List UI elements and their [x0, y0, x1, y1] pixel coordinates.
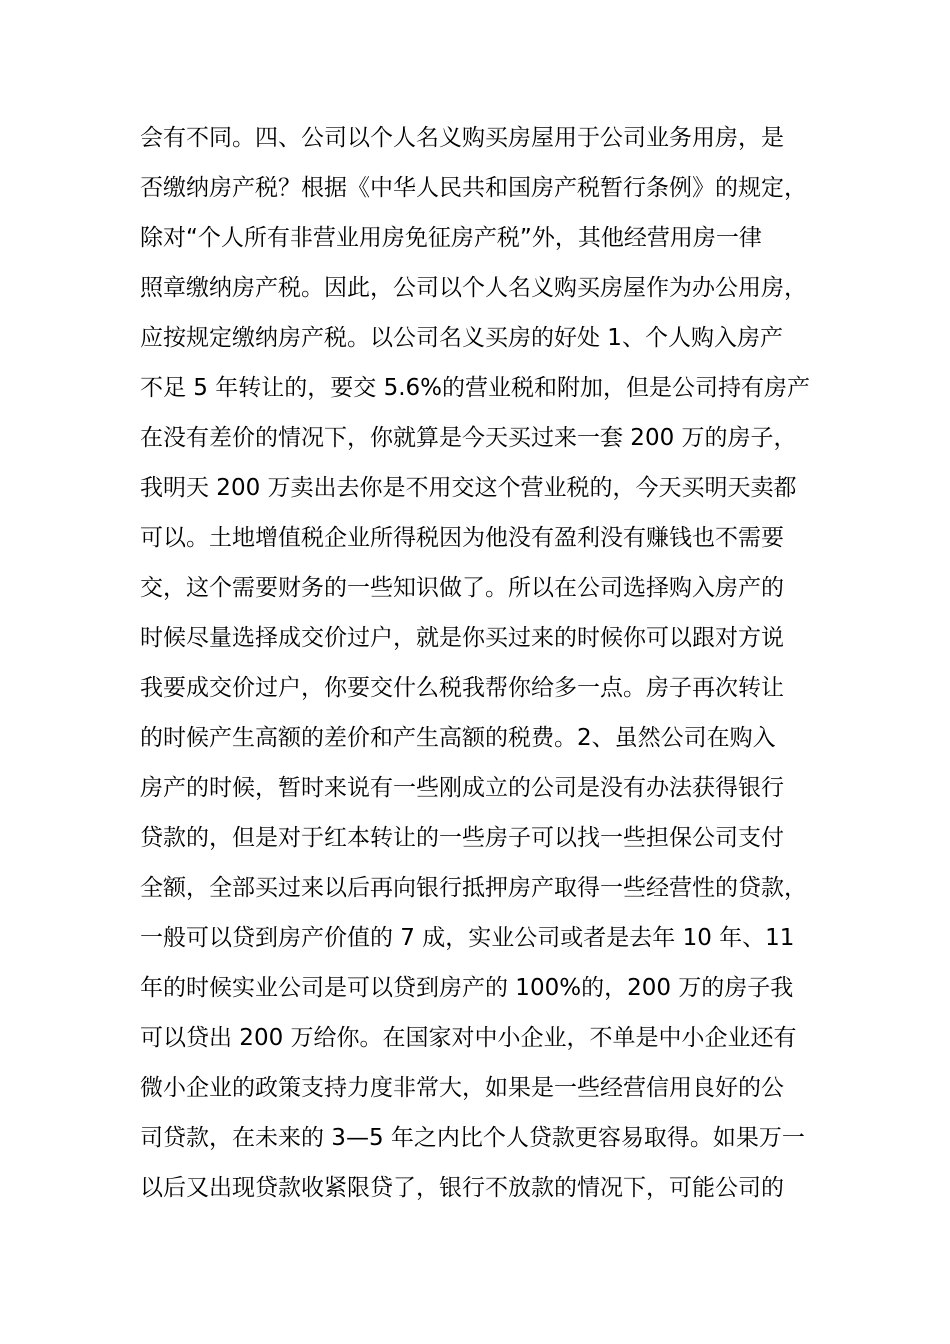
text-line-11: 时候尽量选择成交价过户，就是你买过来的时候你可以跟对方说: [140, 625, 784, 651]
text-line-5: 应按规定缴纳房产税。以公司名义买房的好处 1、个人购入房产: [140, 325, 783, 351]
text-line-3: 除对“个人所有非营业用房免征房产税”外，其他经营用房一律: [140, 225, 762, 251]
text-line-17: 一般可以贷到房产价值的 7 成，实业公司或者是去年 10 年、11: [140, 925, 795, 951]
text-line-2: 否缴纳房产税？根据《中华人民共和国房产税暂行条例》的规定，: [140, 175, 807, 201]
text-line-22: 以后又出现贷款收紧限贷了，银行不放款的情况下，可能公司的: [140, 1175, 784, 1201]
text-line-15: 贷款的，但是对于红本转让的一些房子可以找一些担保公司支付: [140, 825, 784, 851]
text-line-21: 司贷款，在未来的 3—5 年之内比个人贷款更容易取得。如果万一: [140, 1125, 805, 1151]
text-line-19: 可以贷出 200 万给你。在国家对中小企业，不单是中小企业还有: [140, 1025, 797, 1051]
text-line-14: 房产的时候，暂时来说有一些刚成立的公司是没有办法获得银行: [140, 775, 784, 801]
text-line-10: 交，这个需要财务的一些知识做了。所以在公司选择购入房产的: [140, 575, 784, 601]
text-line-7: 在没有差价的情况下，你就算是今天买过来一套 200 万的房子，: [140, 425, 797, 451]
text-line-12: 我要成交价过户，你要交什么税我帮你给多一点。房子再次转让: [140, 675, 784, 701]
text-line-18: 年的时候实业公司是可以贷到房产的 100%的，200 万的房子我: [140, 975, 794, 1001]
text-line-8: 我明天 200 万卖出去你是不用交这个营业税的，今天买明天卖都: [140, 475, 797, 501]
body-text: [140, 113, 820, 1213]
text-line-6: 不足 5 年转让的，要交 5.6%的营业税和附加，但是公司持有房产: [140, 375, 810, 401]
text-line-13: 的时候产生高额的差价和产生高额的税费。2、虽然公司在购入: [140, 725, 776, 751]
text-line-9: 可以。土地增值税企业所得税因为他没有盈利没有赚钱也不需要: [140, 525, 784, 551]
text-line-16: 全额，全部买过来以后再向银行抵押房产取得一些经营性的贷款，: [140, 875, 807, 901]
text-line-1: 会有不同。四、公司以个人名义购买房屋用于公司业务用房，是: [140, 125, 784, 151]
text-line-20: 微小企业的政策支持力度非常大，如果是一些经营信用良好的公: [140, 1075, 784, 1101]
text-line-4: 照章缴纳房产税。因此，公司以个人名义购买房屋作为办公用房，: [140, 275, 807, 301]
